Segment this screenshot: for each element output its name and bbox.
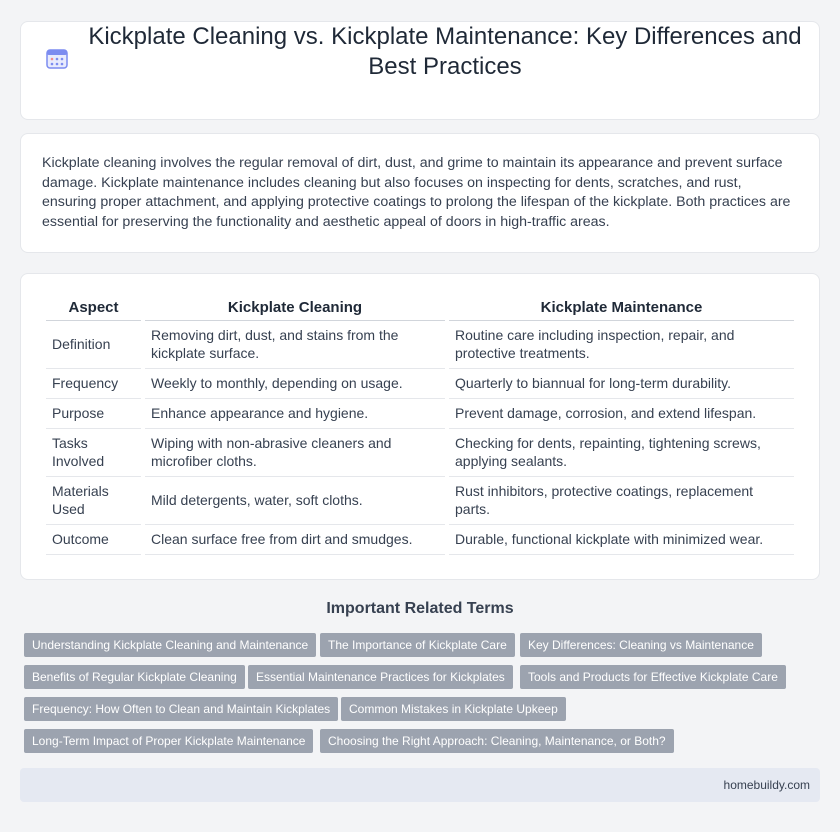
table-row — [46, 477, 794, 525]
related-term-tag[interactable]: Choosing the Right Approach: Cleaning, Maintenance, or Both? — [320, 729, 674, 753]
footer-site[interactable]: homebuildy.com — [723, 778, 810, 792]
cleaning-cell: Clean surface free from dirt and smudges. — [145, 525, 445, 555]
related-term-tag[interactable]: Benefits of Regular Kickplate Cleaning — [24, 665, 245, 689]
comparison-card — [20, 273, 820, 580]
header-maintenance: Kickplate Maintenance — [449, 295, 794, 321]
intro-text: Kickplate cleaning involves the regular removal of dirt, dust, and grime to maintain its appearance and prevent surface damage. Kickplate maintenance includes cleaning but also focuses on inspecting for dents, scratches, and rust, ensuring proper attachment, and applying protective coatings to prolong the lifespan of the kickplate. Both practices are essential for preserving the functionality and aesthetic appeal of doors in high-traffic areas. — [42, 155, 791, 230]
header-aspect: Aspect — [46, 295, 141, 321]
related-term-tag[interactable]: Understanding Kickplate Cleaning and Maintenance — [24, 633, 316, 657]
maintenance-cell: Rust inhibitors, protective coatings, replacement parts. — [449, 477, 794, 525]
related-term-tag[interactable]: The Importance of Kickplate Care — [320, 633, 515, 657]
table-row — [46, 429, 794, 477]
table-row — [46, 399, 794, 429]
related-term-tag[interactable]: Key Differences: Cleaning vs Maintenance — [520, 633, 762, 657]
related-term-tag[interactable]: Essential Maintenance Practices for Kickplates — [248, 665, 513, 689]
cleaning-cell: Removing dirt, dust, and stains from the kickplate surface. — [145, 321, 445, 369]
aspect-cell: Outcome — [46, 525, 141, 555]
page-title: Kickplate Cleaning vs. Kickplate Maintenance: Key Differences and Best Practices — [88, 23, 802, 80]
cleaning-cell: Wiping with non-abrasive cleaners and microfiber cloths. — [145, 429, 445, 477]
aspect-cell: Materials Used — [46, 477, 141, 525]
table-row — [46, 525, 794, 555]
related-term-tag[interactable]: Long-Term Impact of Proper Kickplate Maintenance — [24, 729, 313, 753]
related-term-tag[interactable]: Common Mistakes in Kickplate Upkeep — [341, 697, 566, 721]
aspect-cell: Purpose — [46, 399, 141, 429]
related-term-tag[interactable]: Frequency: How Often to Clean and Maintain Kickplates — [24, 697, 338, 721]
header-cleaning: Kickplate Cleaning — [145, 295, 445, 321]
maintenance-cell: Durable, functional kickplate with minimized wear. — [449, 525, 794, 555]
related-terms-title: Important Related Terms — [326, 600, 514, 617]
intro-card — [20, 133, 820, 253]
aspect-cell: Frequency — [46, 369, 141, 399]
comparison-table — [42, 295, 798, 555]
maintenance-cell: Checking for dents, repainting, tightening screws, applying sealants. — [449, 429, 794, 477]
maintenance-cell: Routine care including inspection, repair, and protective treatments. — [449, 321, 794, 369]
cleaning-cell: Mild detergents, water, soft cloths. — [145, 477, 445, 525]
table-row — [46, 321, 794, 369]
aspect-cell: Definition — [46, 321, 141, 369]
footer — [20, 768, 820, 802]
cleaning-cell: Enhance appearance and hygiene. — [145, 399, 445, 429]
table-row — [46, 369, 794, 399]
cleaning-cell: Weekly to monthly, depending on usage. — [145, 369, 445, 399]
maintenance-cell: Prevent damage, corrosion, and extend lifespan. — [449, 399, 794, 429]
related-term-tag[interactable]: Tools and Products for Effective Kickplate Care — [520, 665, 786, 689]
aspect-cell: Tasks Involved — [46, 429, 141, 477]
maintenance-cell: Quarterly to biannual for long-term durability. — [449, 369, 794, 399]
